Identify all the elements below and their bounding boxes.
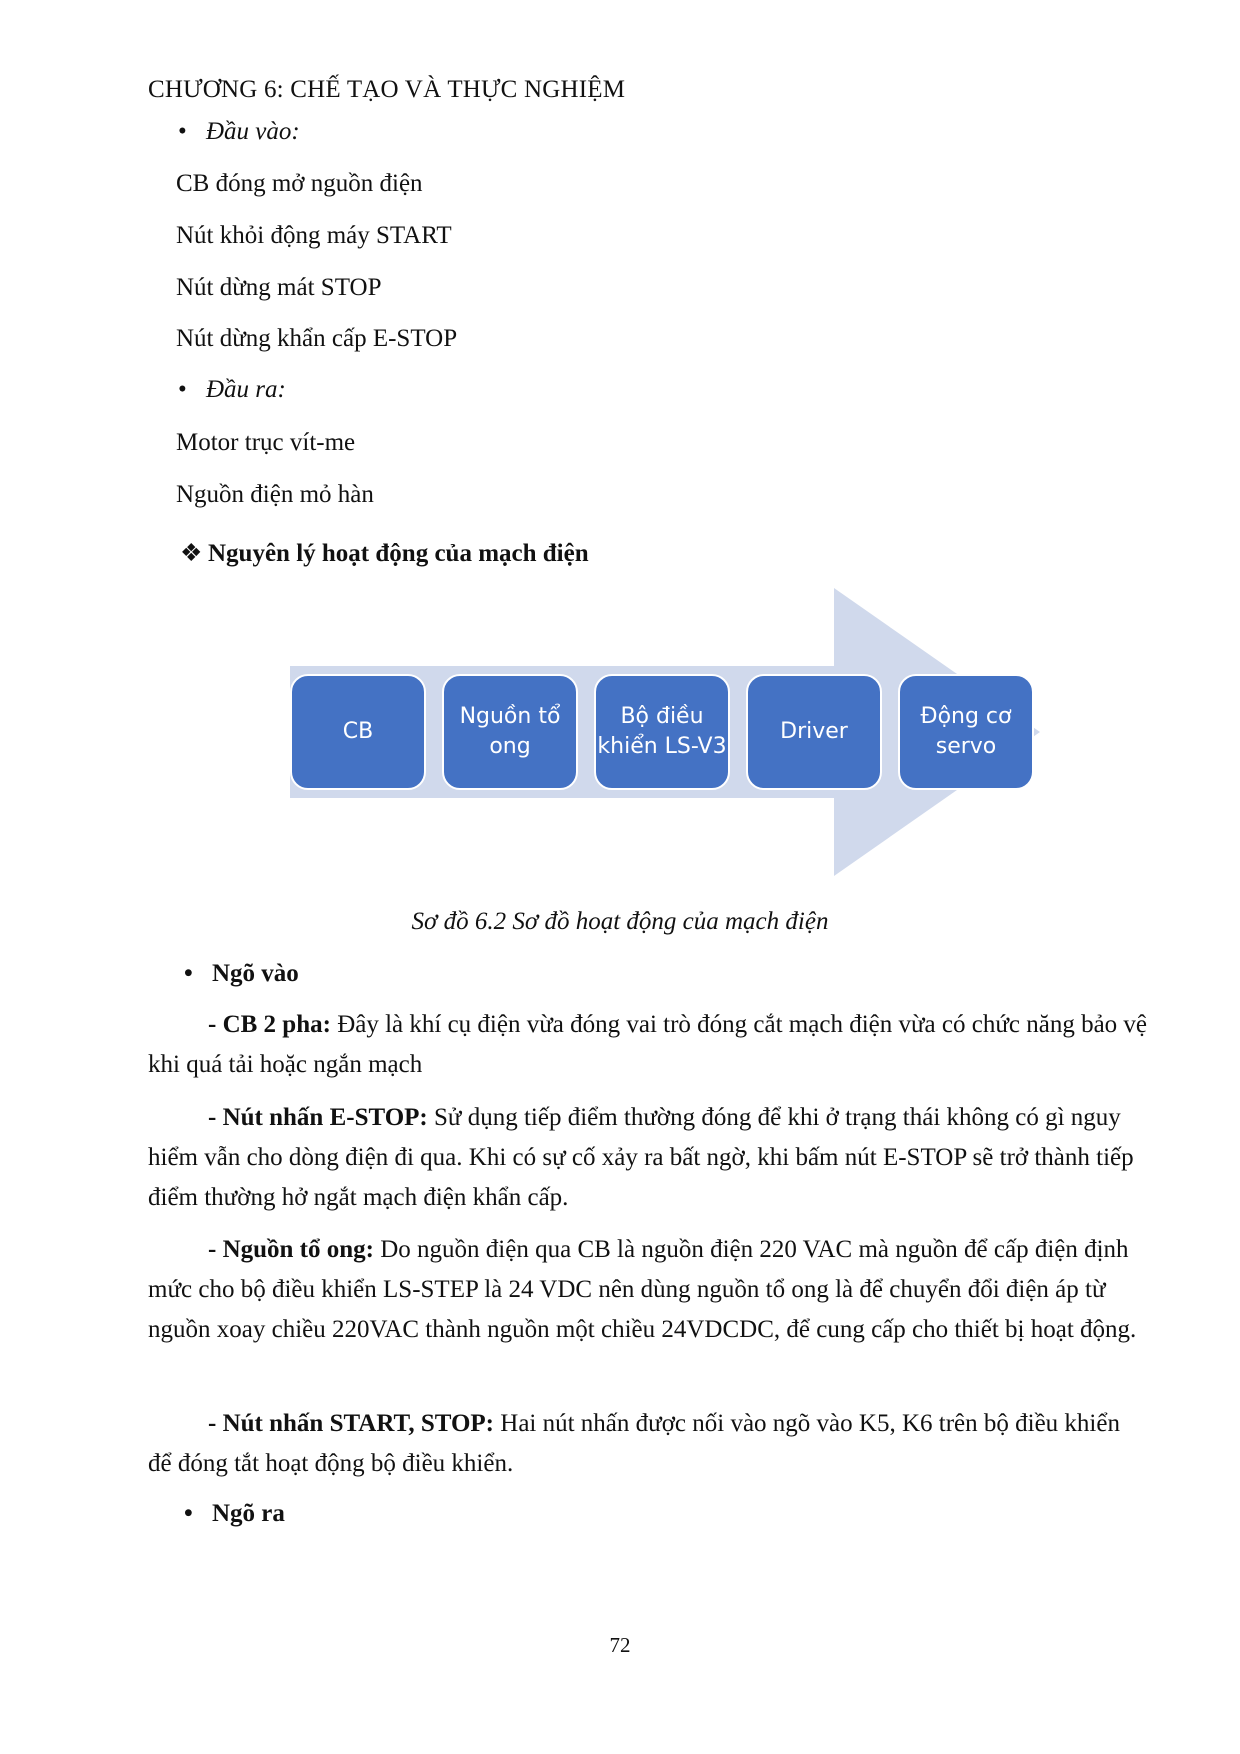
paragraph-start-stop xyxy=(148,1404,1148,1484)
paragraph-text: Hai nút nhấn được nối vào ngõ vào K5, K6 trên bộ điều khiển để đóng tắt hoạt động bộ điều khiển. xyxy=(148,1410,1120,1477)
paragraph-label: - Nút nhấn E-STOP: xyxy=(208,1104,428,1131)
paragraph-text: Do nguồn điện qua CB là nguồn điện 220 VAC mà nguồn để cấp điện định mức cho bộ điều khiển LS-STEP là 24 VDC nên dùng nguồn tổ ong là để chuyển đổi điện áp từ nguồn xoay chiều 220VAC thành nguồn một chiều 24VDCDC, để cung cấp cho thiết bị hoạt động. xyxy=(148,1236,1137,1343)
diamond-bullet-icon: ❖ xyxy=(180,540,203,567)
inputs-title xyxy=(178,118,300,146)
ngo-vao-text: Ngõ vào xyxy=(212,960,299,987)
paragraph-power-supply xyxy=(148,1230,1148,1350)
step-box-servo-motor: Động cơ servo xyxy=(898,674,1034,790)
paragraph-cb xyxy=(148,1005,1148,1085)
bullet-icon: • xyxy=(178,118,187,145)
input-item: Nút khỏi động máy START xyxy=(176,222,452,249)
paragraph-estop xyxy=(148,1098,1148,1218)
figure-caption: Sơ đồ 6.2 Sơ đồ hoạt động của mạch điện xyxy=(411,908,829,935)
outputs-title-text: Đầu ra: xyxy=(206,376,286,403)
flow-diagram xyxy=(290,588,1040,888)
output-item: Nguồn điện mỏ hàn xyxy=(176,481,374,508)
step-box-controller: Bộ điều khiển LS-V3 xyxy=(594,674,730,790)
paragraph-label: - CB 2 pha: xyxy=(208,1011,331,1038)
outputs-title xyxy=(178,376,286,404)
ngo-ra-heading xyxy=(184,1500,285,1528)
paragraph-label: - Nguồn tổ ong: xyxy=(208,1236,374,1263)
step-box-power-supply: Nguồn tổ ong xyxy=(442,674,578,790)
input-item: Nút dừng khẩn cấp E-STOP xyxy=(176,325,458,352)
page-number: 72 xyxy=(609,1633,631,1657)
ngo-vao-heading xyxy=(184,960,299,988)
section-heading xyxy=(180,538,589,568)
step-box-cb: CB xyxy=(290,674,426,790)
bullet-icon: • xyxy=(184,960,193,987)
paragraph-text: Sử dụng tiếp điểm thường đóng để khi ở trạng thái không có gì nguy hiểm vẫn cho dòng điện đi qua. Khi có sự cố xảy ra bất ngờ, khi bấm nút E-STOP sẽ trở thành tiếp điểm thường hở ngắt mạch điện khẩn cấp. xyxy=(148,1104,1134,1211)
input-item: Nút dừng mát STOP xyxy=(176,274,382,301)
paragraph-text: Đây là khí cụ điện vừa đóng vai trò đóng cắt mạch điện vừa có chức năng bảo vệ khi quá tải hoặc ngắn mạch xyxy=(148,1011,1148,1078)
input-item: CB đóng mở nguồn điện xyxy=(176,170,423,197)
paragraph-label: - Nút nhấn START, STOP: xyxy=(208,1410,495,1437)
step-box-driver: Driver xyxy=(746,674,882,790)
chapter-header: CHƯƠNG 6: CHẾ TẠO VÀ THỰC NGHIỆM xyxy=(148,76,626,103)
output-item: Motor trục vít-me xyxy=(176,429,356,456)
inputs-title-text: Đầu vào: xyxy=(206,118,300,145)
section-heading-text: Nguyên lý hoạt động của mạch điện xyxy=(208,540,589,567)
ngo-ra-text: Ngõ ra xyxy=(212,1500,285,1527)
bullet-icon: • xyxy=(178,376,187,403)
bullet-icon: • xyxy=(184,1500,193,1527)
